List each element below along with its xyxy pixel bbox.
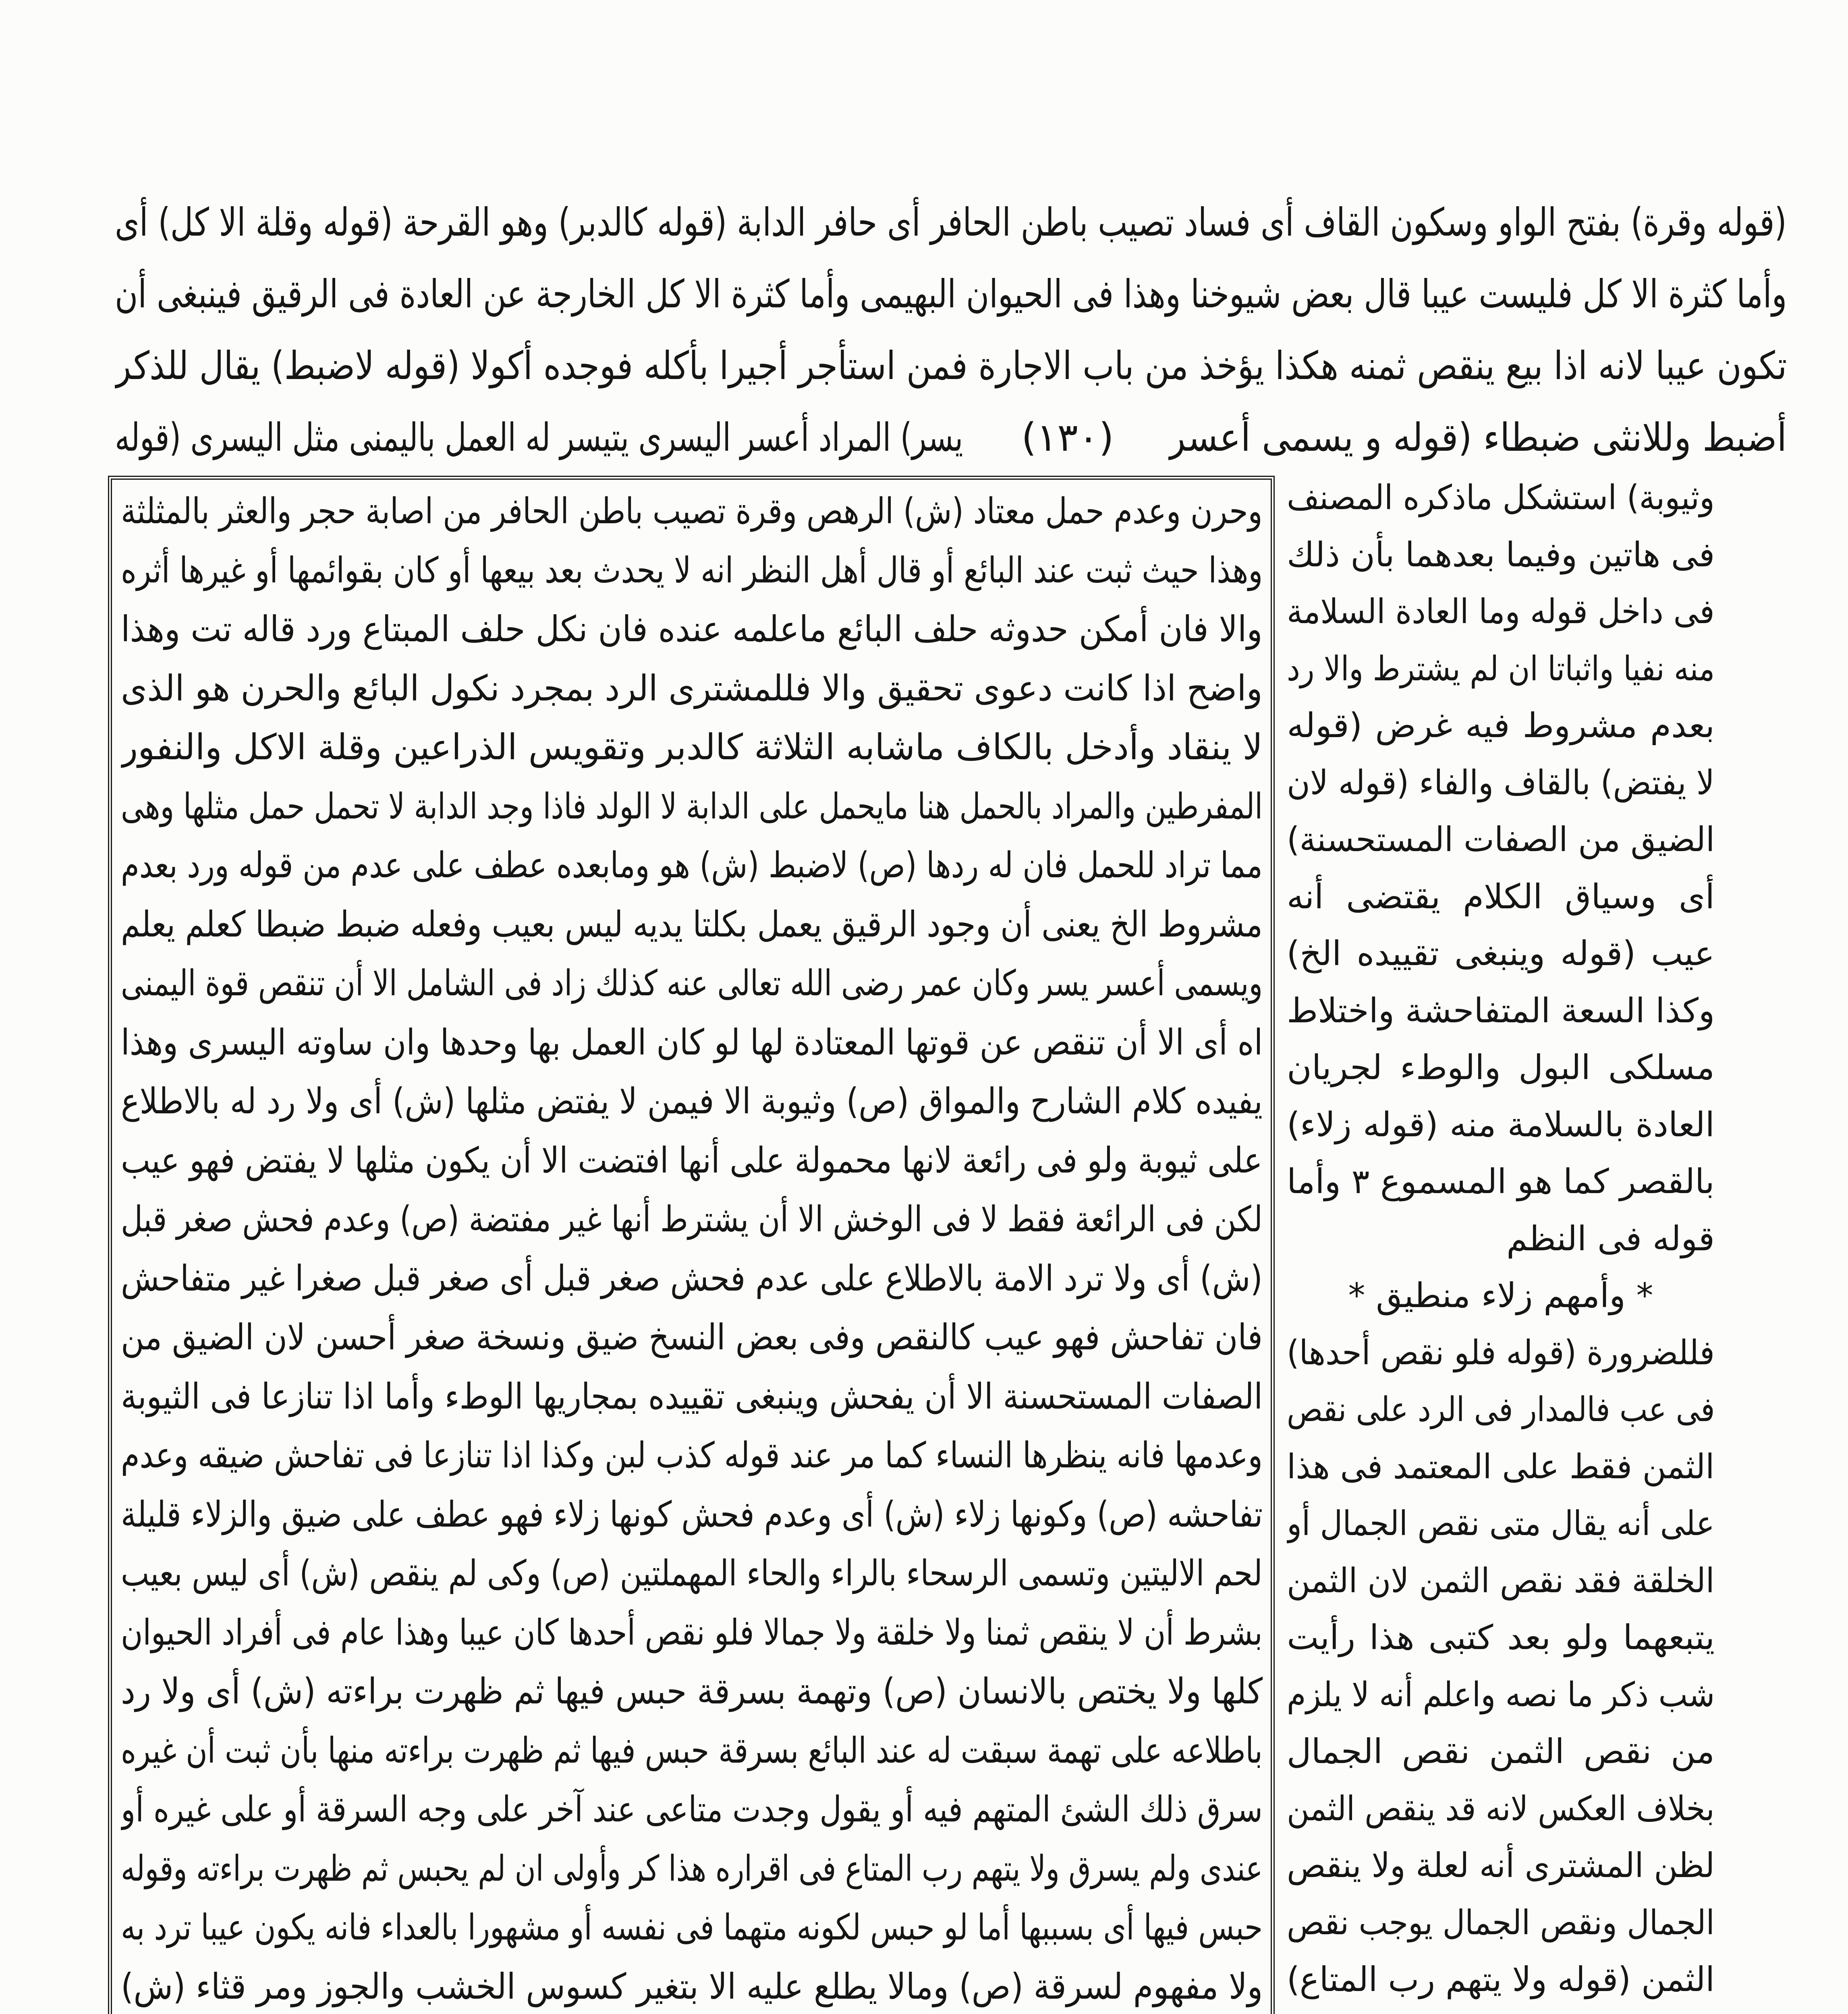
margin-note-line [1287, 2008, 1715, 2014]
main-text-line [121, 1426, 1263, 1485]
line-text: فى داخل قوله وما العادة السلامة [1287, 592, 1715, 631]
line-text: فللضرورة (قوله فلو نقص أحدها) [1287, 1332, 1715, 1372]
margin-note-line [1287, 811, 1715, 868]
margin-note-line [1287, 1609, 1715, 1666]
margin-note-line [1287, 1210, 1715, 1268]
main-text-line [121, 1072, 1263, 1131]
line-text: مسلكى البول والوطء لجريان [1287, 1048, 1715, 1087]
main-text-line [121, 1839, 1263, 1898]
margin-note-line [1287, 868, 1715, 926]
line-text: فى هاتين وفيما بعدهما بأن ذلك [1287, 535, 1715, 574]
line-text: مما تراد للحمل فان له ردها (ص) لاضبط (ش) هو ومابعده عطف على عدم من قوله ورد بعدم [121, 844, 1263, 886]
line-text: يتبعهما ولو بعد كتبى هذا رأيت [1287, 1618, 1715, 1657]
line-text: الخلقة فقد نقص الثمن لان الثمن [1287, 1560, 1715, 1600]
main-text-line [121, 1485, 1263, 1544]
main-text-line [121, 1249, 1263, 1308]
margin-note-line [1287, 1381, 1715, 1438]
line-text: فى عب فالمدار فى الرد على نقص [1287, 1390, 1715, 1429]
line-text: أى وسياق الكلام يقتضى أنه [1287, 876, 1715, 916]
margin-notes [1287, 469, 1715, 2014]
line-text: وحرن وعدم حمل معتاد (ش) الرهص وقرة تصيب باطن الحافر من اصابة حجر والعثر بالمثلثة [121, 490, 1263, 532]
main-text-line [121, 1308, 1263, 1367]
line-text: لظن المشترى أنه لعلة ولا ينقص [1287, 1846, 1715, 1885]
commentary-line [115, 330, 1787, 402]
margin-note-line [1287, 1324, 1715, 1382]
line-text: (قوله وقرة) بفتح الواو وسكون القاف أى فساد تصيب باطن الحافر أى حافر الدابة (قوله كالدبر) وهو القرحة (قوله وقلة الا كل) أى [115, 200, 1787, 245]
margin-note-line [1287, 1153, 1715, 1210]
margin-note-line [1287, 526, 1715, 584]
margin-note-line [1287, 754, 1715, 812]
line-text: منه نفيا واثباتا ان لم يشترط والا رد [1287, 649, 1715, 688]
main-text-line [121, 1367, 1263, 1426]
line-text: وعدمها فانه ينظرها النساء كما مر عند قوله كذب لبن وكذا اذا تنازعا فى تفاحش ضيقه وعدم [121, 1434, 1263, 1476]
line-text: يسر) المراد أعسر اليسرى يتيسر له العمل باليمنى مثل اليسرى (قوله [115, 415, 963, 460]
line-text: كلها ولا يختص بالانسان (ص) وتهمة بسرقة حبس فيها ثم ظهرت براءته (ش) أى ولا رد [121, 1670, 1263, 1712]
main-text-line [121, 777, 1263, 836]
margin-note-line [1287, 1951, 1715, 2008]
line-text: لا يفتض) بالقاف والفاء (قوله لان [1287, 763, 1715, 802]
main-text-line [121, 1013, 1263, 1072]
line-text: اه أى الا أن تنقص عن قوتها المعتادة لها لو كان العمل بها وحدها وان ساوته اليسرى وهذا [121, 1021, 1263, 1063]
main-text-line [121, 541, 1263, 600]
page-number [1005, 402, 1130, 473]
line-text: حبس فيها أى بسببها أما لو حبس لكونه متهما فى نفسه أو مشهورا بالعداء فانه يكون عيبا ترد به [121, 1906, 1263, 1948]
commentary-line-segment [115, 402, 963, 473]
line-text [1287, 2008, 1715, 2014]
commentary-line [115, 186, 1787, 258]
line-text: ولا مفهوم لسرقة (ص) ومالا يطلع عليه الا بتغير كسوس الخشب والجوز ومر قثاء (ش) [121, 1965, 1263, 2007]
margin-note-line [1287, 1666, 1715, 1724]
margin-note-line [1287, 1837, 1715, 1894]
main-text-line [121, 718, 1263, 777]
line-text: قوله فى النظم [1506, 1218, 1715, 1258]
line-text: ويسمى أعسر يسر وكان عمر رضى الله تعالى عنه كذلك زاد فى الشامل الا أن تنقص قوة اليمنى [121, 962, 1263, 1004]
line-text: على ثيوبة ولو فى رائعة لانها محمولة على أنها افتضت الا أن يكون مثلها لا يفتض فهو عيب [121, 1139, 1263, 1181]
commentary-line-with-page-number [115, 402, 1787, 473]
line-text: الثمن (قوله ولا يتهم رب المتاع) [1287, 1960, 1715, 1999]
main-text-line [121, 895, 1263, 954]
margin-note-line [1287, 1039, 1715, 1096]
margin-note-line [1287, 1894, 1715, 1952]
line-text: الثمن فقط على المعتمد فى هذا [1287, 1446, 1715, 1486]
main-text-line [121, 836, 1263, 895]
line-text: على أنه يقال متى نقص الجمال أو [1287, 1504, 1715, 1543]
line-text: بالقصر كما هو المسموع ٣ وأما [1287, 1162, 1715, 1201]
main-text-line [121, 1131, 1263, 1190]
main-text-line [121, 1544, 1263, 1603]
margin-note-line [1287, 640, 1715, 698]
commentary-line [115, 258, 1787, 330]
margin-note-line [1287, 1096, 1715, 1154]
line-text: من نقص الثمن نقص الجمال [1287, 1732, 1715, 1771]
verse-line [1287, 1267, 1715, 1324]
main-text-line [121, 600, 1263, 659]
main-text-line [121, 954, 1263, 1013]
line-text: المفرطين والمراد بالحمل هنا مايحمل على الدابة لا الولد فاذا وجد الدابة لا تحمل حمل مثلها وهى [121, 785, 1263, 827]
line-text: العادة بالسلامة منه (قوله زلاء) [1287, 1104, 1715, 1144]
line-text: وكذا السعة المتفاحشة واختلاط [1287, 990, 1715, 1030]
main-text-line [121, 1721, 1263, 1780]
line-text: عيب (قوله وينبغى تقييده الخ) [1287, 934, 1715, 973]
line-text: لحم الاليتين وتسمى الرسحاء بالراء والحاء المهملتين (ص) وكى لم ينقص (ش) أى ليس بعيب [121, 1552, 1263, 1594]
line-text: بعدم مشروط فيه غرض (قوله [1287, 706, 1715, 745]
line-text: شب ذكر ما نصه واعلم أنه لا يلزم [1287, 1674, 1715, 1714]
line-text: باطلاعه على تهمة سبقت له عند البائع بسرقة حبس فيها ثم ظهرت براءته منها بأن ثبت أن غيره [121, 1729, 1263, 1771]
margin-note-line [1287, 583, 1715, 640]
line-text: وأما كثرة الا كل فليست عيبا قال بعض شيوخنا وهذا فى الحيوان البهيمى وأما كثرة الا كل الخارجة عن العادة فى الرقيق فينبغى أن [115, 271, 1787, 317]
line-text: تكون عيبا لانه اذا بيع ينقص ثمنه هكذا يؤخذ من باب الاجارة فمن استأجر أجيرا بأكله فوجده أكولا (قوله لاضبط) يقال للذكر [115, 343, 1787, 388]
margin-note-line [1287, 982, 1715, 1040]
line-text: أضبط وللانثى ضبطاء (قوله و يسمى أعسر [1168, 415, 1787, 460]
line-text: الجمال ونقص الجمال يوجب نقص [1287, 1902, 1715, 1942]
page-number-text: (١٣٠) [1021, 415, 1114, 460]
main-text-line [121, 1898, 1263, 1957]
line-text: لا ينقاد وأدخل بالكاف ماشابه الثلاثة كالدبر وتقويس الذراعين وقلة الاكل والنفور [121, 726, 1263, 768]
line-text: فان تفاحش فهو عيب كالنقص وفى بعض النسخ ضيق ونسخة صغر أحسن لان الضيق من [121, 1316, 1263, 1358]
main-text-line [121, 1957, 1263, 2014]
line-text: (ش) أى ولا ترد الامة بالاطلاع على عدم فحش صغر قبل أى صغر قبل صغرا غير متفاحش [121, 1257, 1263, 1299]
line-text: لكن فى الرائعة فقط لا فى الوخش الا أن يشترط أنها غير مفتضة (ص) وعدم فحش صغر قبل [121, 1198, 1263, 1240]
margin-note-line [1287, 1495, 1715, 1552]
main-text-lines [121, 482, 1263, 2014]
margin-note-line [1287, 1552, 1715, 1610]
line-text: مشروط الخ يعنى أن وجود الرقيق يعمل بكلتا يديه ليس بعيب وفعله ضبط ضبطا كعلم يعلم [121, 903, 1263, 945]
header-commentary [115, 186, 1787, 473]
line-text: * وأمهم زلاء منطيق * [1348, 1276, 1653, 1315]
line-text: الضيق من الصفات المستحسنة) [1287, 820, 1715, 859]
line-text: تفاحشه (ص) وكونها زلاء (ش) أى وعدم فحش كونها زلاء فهو عطف على ضيق والزلاء قليلة [121, 1493, 1263, 1535]
main-text-line [121, 659, 1263, 718]
line-text: بخلاف العكس لانه قد ينقص الثمن [1287, 1788, 1715, 1828]
margin-note-line [1287, 469, 1715, 526]
line-text: وثيوبة) استشكل ماذكره المصنف [1287, 478, 1715, 517]
margin-note-line [1287, 1438, 1715, 1496]
commentary-line-segment [1168, 402, 1787, 473]
line-text: الصفات المستحسنة الا أن يفحش وينبغى تقييده بمجاريها الوطء وأما اذا تنازعا فى الثيوبة [121, 1375, 1263, 1417]
margin-note-line [1287, 1723, 1715, 1780]
line-text: والا فان أمكن حدوثه حلف البائع ماعلمه عنده فان نكل حلف المبتاع ورد قاله تت وهذا [121, 608, 1263, 650]
margin-note-line [1287, 1780, 1715, 1838]
line-text: عندى ولم يسرق ولا يتهم رب المتاع فى اقراره هذا كر وأولى ان لم يحبس ثم ظهرت براءته وقوله [121, 1847, 1263, 1889]
main-text-line [121, 1662, 1263, 1721]
line-text: سرق ذلك الشئ المتهم فيه أو يقول وجدت متاعى عند آخر على وجه السرقة أو على غيره أو [121, 1788, 1263, 1830]
line-text: واضح اذا كانت دعوى تحقيق والا فللمشترى الرد بمجرد نكول البائع والحرن هو الذى [121, 667, 1263, 709]
line-text: وهذا حيث ثبت عند البائع أو قال أهل النظر انه لا يحدث بعد بيعها أو كان بقوائمها أو غيرها أثره [121, 549, 1263, 591]
main-text-line [121, 1603, 1263, 1662]
line-text: بشرط أن لا ينقص ثمنا ولا خلقة ولا جمالا فلو نقص أحدها كان عيبا وهذا عام فى أفراد الحيوان [121, 1611, 1263, 1653]
margin-note-line [1287, 697, 1715, 754]
line-text: يفيده كلام الشارح والمواق (ص) وثيوبة الا فيمن لا يفتض مثلها (ش) أى ولا رد له بالاطلاع [121, 1080, 1263, 1122]
main-text-line [121, 482, 1263, 541]
main-text-line [121, 1780, 1263, 1839]
main-text-box [108, 476, 1275, 2014]
margin-note-line [1287, 925, 1715, 982]
main-text-line [121, 1190, 1263, 1249]
